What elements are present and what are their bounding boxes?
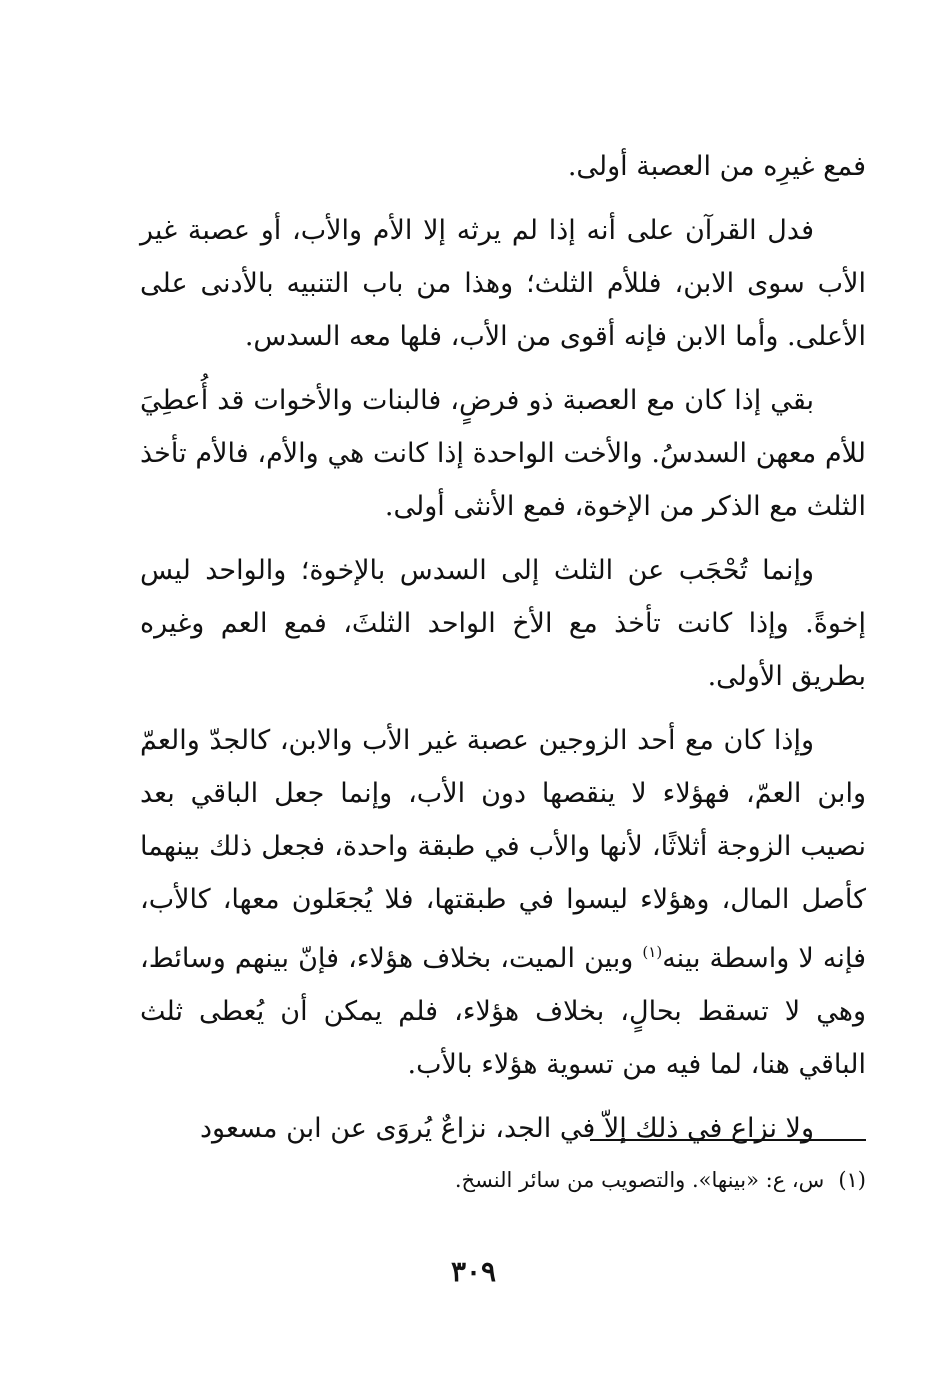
paragraph-6: ولا نزاع في ذلك إلاّ في الجد، نزاعٌ يُروَى عن ابن مسعود [199, 1113, 814, 1144]
paragraph-2: فدل القرآن على أنه إذا لم يرثه إلا الأم والأب، أو عصبة غير الأب سوى الابن، فللأم الثلث؛ وهذا من باب التنبيه بالأدنى على الأعلى. وأما الابن فإنه أقوى من الأب، فلها معه السدس. [140, 215, 866, 352]
paragraph-4: وإنما تُحْجَب عن الثلث إلى السدس بالإخوة؛ والواحد ليس إخوةً. وإذا كانت تأخذ مع الأخ الواحد الثلثَ، فمع العم وغيره بطريق الأولى. [140, 555, 866, 692]
footnote-text: س، ع: «بينها». والتصويب من سائر النسخ. [454, 1168, 825, 1192]
footnote-number: (١) [838, 1168, 866, 1192]
page-number: ٣٠٩ [450, 1255, 497, 1288]
main-text [140, 140, 866, 1166]
paragraph-5-part-1: وإذا كان مع أحد الزوجين عصبة غير الأب والابن، كالجدّ والعمّ وابن العمّ، فهؤلاء لا ينقصها دون الأب، وإنما جعل الباقي بعد نصيب الزوجة أثلاثًا، لأنها والأب في طبقة واحدة، فجعل ذلك بينهما كأصل المال، وهؤلاء ليسوا في طبقتها، فلا يُجعَلون معها، كالأب، فإنه لا واسطة بينه [140, 725, 866, 974]
paragraph-5 [140, 714, 866, 1091]
paragraph-1: فمع غيرِه من العصبة أولى. [567, 151, 866, 182]
footnote-divider [590, 1139, 866, 1141]
footnote [140, 1163, 866, 1197]
footnote-reference[interactable]: (١) [642, 943, 663, 961]
paragraph-3: بقي إذا كان مع العصبة ذو فرضٍ، فالبنات والأخوات قد أُعطِيَ للأم معهن السدسُ. والأخت الواحدة إذا كانت هي والأم، فالأم تأخذ الثلث مع الذكر من الإخوة، فمع الأنثى أولى. [140, 385, 866, 522]
paragraph-5-part-2: وبين الميت، بخلاف هؤلاء، فإنّ بينهم وسائط، وهي لا تسقط بحالٍ، بخلاف هؤلاء، فلم يمكن أن يُعطى ثلث الباقي هنا، لما فيه من تسوية هؤلاء بالأب. [140, 943, 866, 1080]
